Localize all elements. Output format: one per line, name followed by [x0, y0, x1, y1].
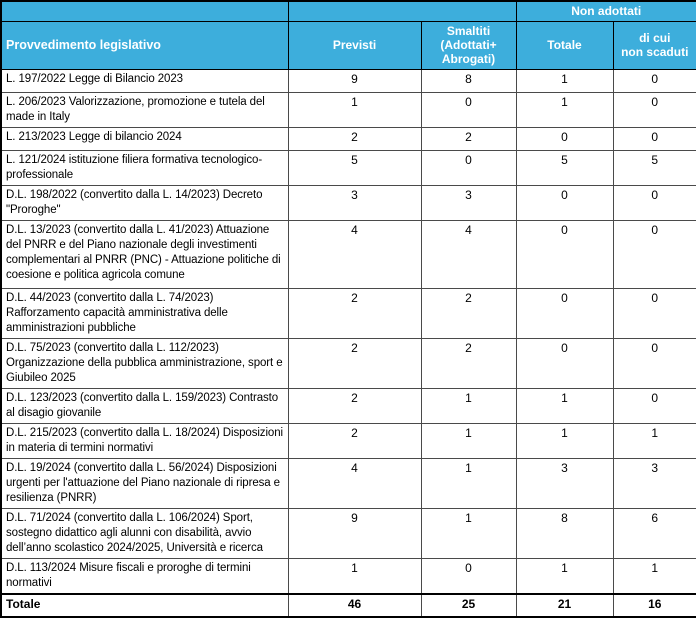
- provvedimento-cell: L. 121/2024 istituzione filiera formativa tecnologico-professionale: [1, 150, 288, 185]
- column-header-totale: Totale: [516, 21, 613, 69]
- column-header-di-cui-non-scaduti: [613, 21, 696, 69]
- table-row: [1, 508, 696, 558]
- non-scaduti-cell: 0: [613, 127, 696, 150]
- previsti-cell: 2: [288, 388, 421, 423]
- previsti-cell: 4: [288, 458, 421, 508]
- previsti-cell: 5: [288, 150, 421, 185]
- table-row: [1, 69, 696, 92]
- header-group-non-adottati: Non adottati: [516, 1, 696, 21]
- smaltiti-cell: 0: [421, 150, 516, 185]
- non-scaduti-cell: 0: [613, 338, 696, 388]
- previsti-cell: 1: [288, 558, 421, 594]
- smaltiti-cell: 0: [421, 92, 516, 127]
- provvedimento-cell: D.L. 215/2023 (convertito dalla L. 18/2024) Disposizioni in materia di termini normativi: [1, 423, 288, 458]
- provvedimento-cell: D.L. 13/2023 (convertito dalla L. 41/2023) Attuazione del PNRR e del Piano nazionale degli investimenti complementari al PNRR (PNC) - Attuazione politiche di coesione e politica agricola comune: [1, 220, 288, 288]
- smaltiti-cell: 3: [421, 185, 516, 220]
- total-non-scaduti-cell: 16: [613, 594, 696, 617]
- smaltiti-line-3: Abrogati): [441, 52, 496, 66]
- provvedimento-cell: L. 206/2023 Valorizzazione, promozione e tutela del made in Italy: [1, 92, 288, 127]
- previsti-cell: 1: [288, 92, 421, 127]
- previsti-cell: 2: [288, 127, 421, 150]
- total-smaltiti-cell: 25: [421, 594, 516, 617]
- total-previsti-cell: 46: [288, 594, 421, 617]
- provvedimento-cell: L. 213/2023 Legge di bilancio 2024: [1, 127, 288, 150]
- smaltiti-cell: 4: [421, 220, 516, 288]
- non-scaduti-cell: 1: [613, 558, 696, 594]
- table-row: [1, 150, 696, 185]
- non-adottati-totale-cell: 3: [516, 458, 613, 508]
- non-scaduti-cell: 6: [613, 508, 696, 558]
- provvedimento-cell: D.L. 71/2024 (convertito dalla L. 106/2024) Sport, sostegno didattico agli alunni con disabilità, avvio dell’anno scolastico 2024/2025, Università e ricerca: [1, 508, 288, 558]
- table-row: [1, 92, 696, 127]
- provvedimento-cell: D.L. 19/2024 (convertito dalla L. 56/2024) Disposizioni urgenti per l'attuazione del Piano nazionale di ripresa e resilienza (PNRR): [1, 458, 288, 508]
- non-adottati-totale-cell: 1: [516, 388, 613, 423]
- non-scaduti-cell: 3: [613, 458, 696, 508]
- smaltiti-line-1: Smaltiti: [446, 24, 491, 38]
- total-row: [1, 594, 696, 617]
- non-adottati-totale-cell: 1: [516, 423, 613, 458]
- previsti-cell: 2: [288, 288, 421, 338]
- total-non-adottati-cell: 21: [516, 594, 613, 617]
- smaltiti-cell: 1: [421, 458, 516, 508]
- table-body: [1, 69, 696, 617]
- previsti-cell: 2: [288, 423, 421, 458]
- non-adottati-totale-cell: 0: [516, 185, 613, 220]
- non-adottati-totale-cell: 0: [516, 338, 613, 388]
- non-adottati-totale-cell: 1: [516, 69, 613, 92]
- previsti-cell: 2: [288, 338, 421, 388]
- table-row: [1, 423, 696, 458]
- column-header-provvedimento: Provvedimento legislativo: [1, 21, 288, 69]
- header-columns-row: [1, 21, 696, 69]
- non-scaduti-cell: 0: [613, 92, 696, 127]
- di-cui-line-2: non scaduti: [621, 45, 689, 59]
- provvedimento-cell: L. 197/2022 Legge di Bilancio 2023: [1, 69, 288, 92]
- non-scaduti-cell: 0: [613, 185, 696, 220]
- previsti-cell: 9: [288, 508, 421, 558]
- non-adottati-totale-cell: 0: [516, 220, 613, 288]
- non-adottati-totale-cell: 1: [516, 558, 613, 594]
- non-adottati-totale-cell: 8: [516, 508, 613, 558]
- smaltiti-cell: 1: [421, 423, 516, 458]
- smaltiti-cell: 1: [421, 388, 516, 423]
- smaltiti-cell: 1: [421, 508, 516, 558]
- table-row: [1, 127, 696, 150]
- smaltiti-cell: 2: [421, 288, 516, 338]
- smaltiti-cell: 0: [421, 558, 516, 594]
- header-group-row: [1, 1, 696, 21]
- smaltiti-cell: 8: [421, 69, 516, 92]
- previsti-cell: 9: [288, 69, 421, 92]
- non-scaduti-cell: 0: [613, 69, 696, 92]
- table-row: [1, 388, 696, 423]
- non-scaduti-cell: 0: [613, 220, 696, 288]
- smaltiti-cell: 2: [421, 127, 516, 150]
- table-row: [1, 338, 696, 388]
- non-scaduti-cell: 0: [613, 388, 696, 423]
- column-header-previsti: Previsti: [288, 21, 421, 69]
- column-header-smaltiti: [421, 21, 516, 69]
- header-group-empty-left: [1, 1, 288, 21]
- header-group-empty-mid: [288, 1, 516, 21]
- total-label-cell: Totale: [1, 594, 288, 617]
- provvedimento-cell: D.L. 44/2023 (convertito dalla L. 74/2023) Rafforzamento capacità amministrativa delle amministrazioni pubbliche: [1, 288, 288, 338]
- smaltiti-line-2: (Adottati+: [440, 38, 497, 52]
- previsti-cell: 3: [288, 185, 421, 220]
- non-adottati-totale-cell: 1: [516, 92, 613, 127]
- table-row: [1, 185, 696, 220]
- table-row: [1, 558, 696, 594]
- non-scaduti-cell: 1: [613, 423, 696, 458]
- previsti-cell: 4: [288, 220, 421, 288]
- provvedimento-cell: D.L. 198/2022 (convertito dalla L. 14/2023) Decreto "Proroghe": [1, 185, 288, 220]
- non-scaduti-cell: 0: [613, 288, 696, 338]
- table-row: [1, 458, 696, 508]
- provvedimento-cell: D.L. 75/2023 (convertito dalla L. 112/2023) Organizzazione della pubblica amministrazione, sport e Giubileo 2025: [1, 338, 288, 388]
- non-adottati-totale-cell: 0: [516, 288, 613, 338]
- provvedimento-cell: D.L. 123/2023 (convertito dalla L. 159/2023) Contrasto al disagio giovanile: [1, 388, 288, 423]
- non-adottati-totale-cell: 0: [516, 127, 613, 150]
- non-adottati-totale-cell: 5: [516, 150, 613, 185]
- table-row: [1, 220, 696, 288]
- smaltiti-cell: 2: [421, 338, 516, 388]
- provvedimento-cell: D.L. 113/2024 Misure fiscali e proroghe di termini normativi: [1, 558, 288, 594]
- non-scaduti-cell: 5: [613, 150, 696, 185]
- table-header: [1, 1, 696, 69]
- di-cui-line-1: di cui: [639, 31, 671, 45]
- table-row: [1, 288, 696, 338]
